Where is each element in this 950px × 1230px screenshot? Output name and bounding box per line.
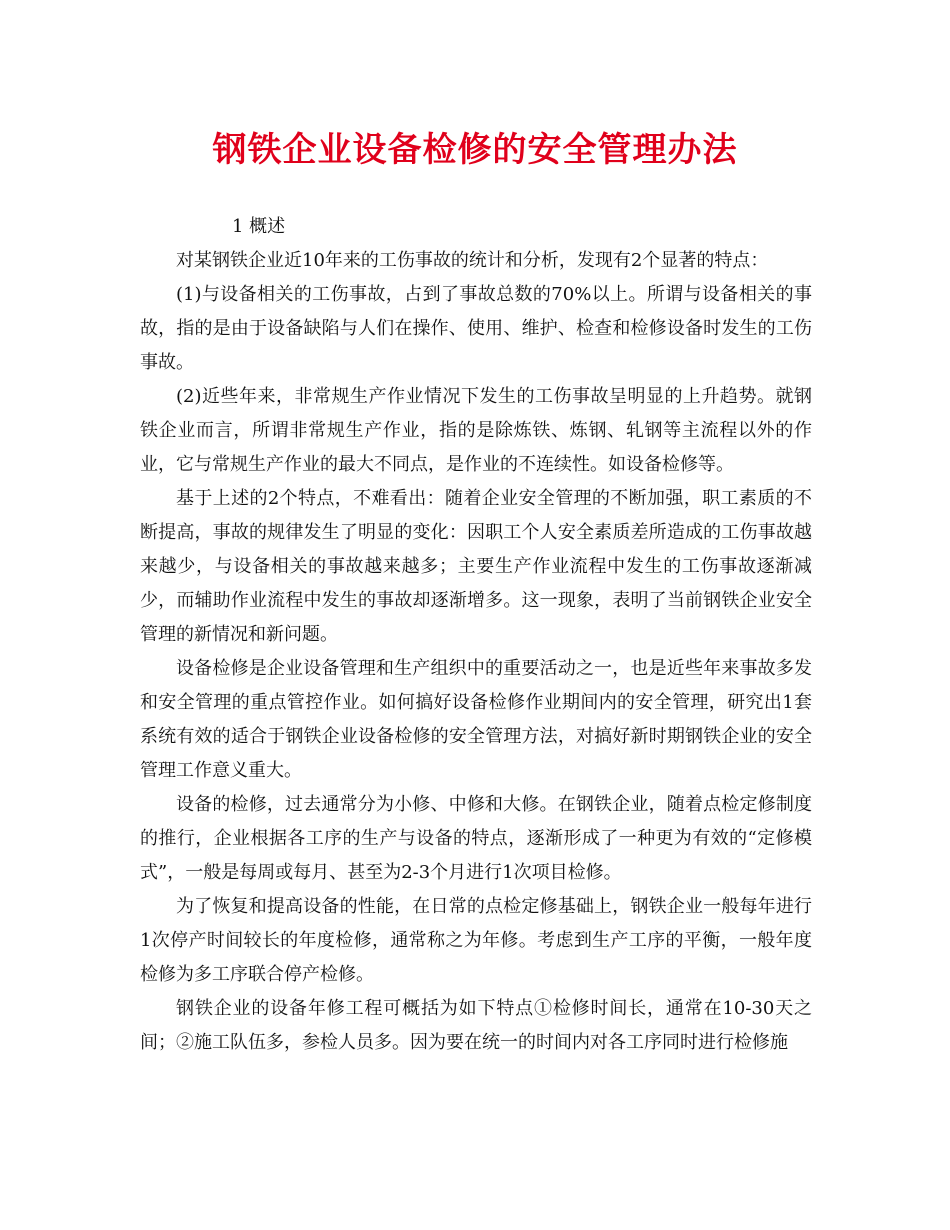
paragraph: (1)与设备相关的工伤事故，占到了事故总数的70%以上。所谓与设备相关的事故，指的是由于设备缺陷与人们在操作、使用、维护、检查和检修设备时发生的工伤事故。 <box>140 284 812 373</box>
section-heading: 1 概述 <box>232 216 286 237</box>
paragraph: 基于上述的2个特点，不难看出：随着企业安全管理的不断加强，职工素质的不断提高，事故的规律发生了明显的变化：因职工个人安全素质差所造成的工伤事故越来越少，与设备相关的事故越来越多；主要生产作业流程中发生的工伤事故逐渐减少，而辅助作业流程中发生的事故却逐渐增多。这一现象，表明了当前钢铁企业安全管理的新情况和新问题。 <box>140 488 812 645</box>
paragraph: 对某钢铁企业近10年来的工伤事故的统计和分析，发现有2个显著的特点： <box>176 250 769 271</box>
document-title: 钢铁企业设备检修的安全管理办法 <box>212 130 738 170</box>
paragraph: 为了恢复和提高设备的性能，在日常的点检定修基础上，钢铁企业一般每年进行1次停产时间较长的年度检修，通常称之为年修。考虑到生产工序的平衡，一般年度检修为多工序联合停产检修。 <box>140 896 812 985</box>
paragraph: 设备的检修，过去通常分为小修、中修和大修。在钢铁企业，随着点检定修制度的推行，企业根据各工序的生产与设备的特点，逐渐形成了一种更为有效的“定修模式”，一般是每周或每月、甚至为2-3个月进行1次项目检修。 <box>140 794 812 883</box>
paragraph: 钢铁企业的设备年修工程可概括为如下特点①检修时间长，通常在10-30天之间；②施工队伍多，参检人员多。因为要在统一的时间内对各工序同时进行检修施 <box>140 998 812 1053</box>
paragraph: (2)近些年来，非常规生产作业情况下发生的工伤事故呈明显的上升趋势。就钢铁企业而言，所谓非常规生产作业，指的是除炼铁、炼钢、轧钢等主流程以外的作业，它与常规生产作业的最大不同点，是作业的不连续性。如设备检修等。 <box>140 386 812 475</box>
paragraph: 设备检修是企业设备管理和生产组织中的重要活动之一，也是近些年来事故多发和安全管理的重点管控作业。如何搞好设备检修作业期间内的安全管理，研究出1套系统有效的适合于钢铁企业设备检修的安全管理方法，对搞好新时期钢铁企业的安全管理工作意义重大。 <box>140 658 812 781</box>
document-body <box>140 210 812 1060</box>
